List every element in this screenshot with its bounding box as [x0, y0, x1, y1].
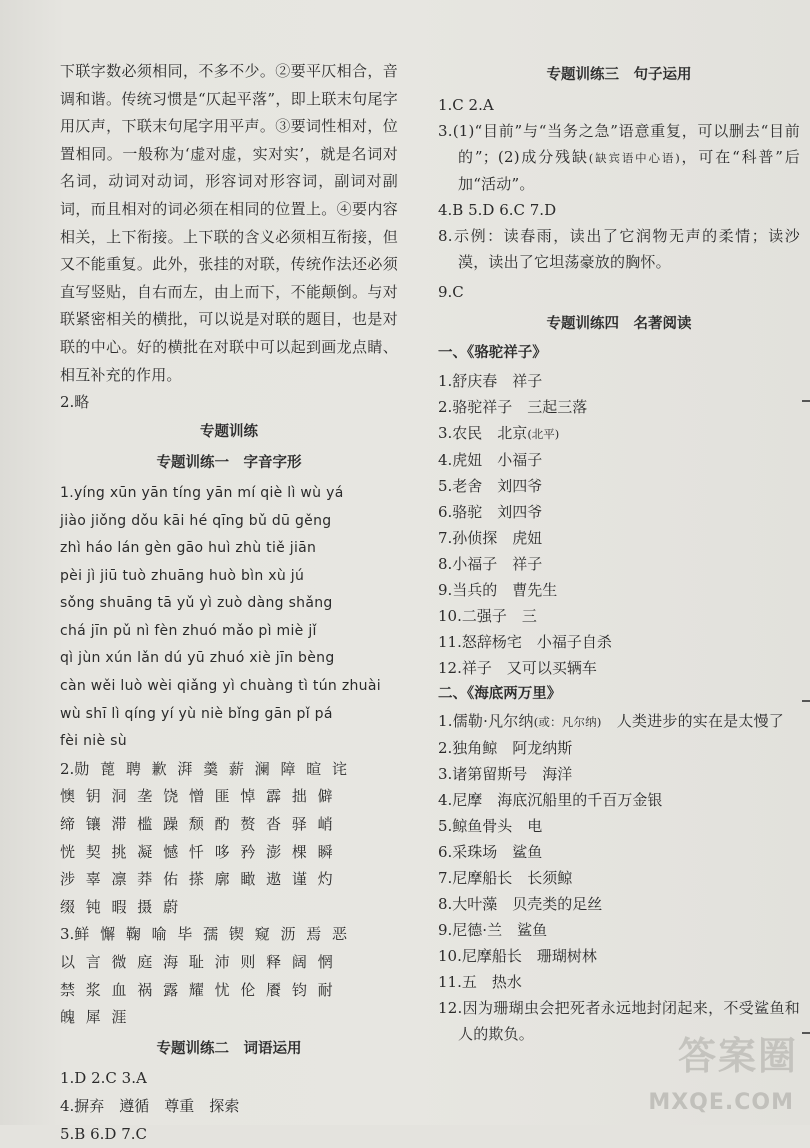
list-item: 10.二强子 三: [438, 606, 537, 625]
subsection-title: 一、《骆驼祥子》: [438, 345, 547, 362]
list-item: 7.尼摩船长 长须鲸: [438, 869, 573, 888]
list-item: 9.当兵的 曹先生: [438, 580, 558, 599]
answer-item: 1.C 2.A: [438, 95, 494, 114]
list-item: 11.怒辞杨宅 小福子自杀: [438, 632, 612, 651]
list-item: 5.鲸鱼骨头 电: [438, 817, 543, 836]
list-item: 12.祥子 又可以买辆车: [438, 658, 597, 677]
list-item: 2.独角鲸 阿龙纳斯: [438, 739, 573, 758]
list-item-note: (或：凡尔纳): [533, 715, 602, 730]
list-item-text: 1.儒勒·凡尔纳: [438, 712, 534, 731]
answer-item: 5.B 6.D 7.C: [60, 1124, 147, 1143]
pinyin-line: fèi niè sù: [60, 733, 127, 750]
watermark-url: MXQE.COM: [648, 1090, 794, 1115]
pinyin-line: chá jīn pǔ nì fèn zhuó mǎo pì miè jǐ: [60, 622, 317, 639]
list-item-note: (北平): [527, 426, 560, 441]
chars-line: 魄 犀 涯: [60, 1008, 127, 1027]
section-heading-4: 专题训练四 名著阅读: [546, 315, 692, 332]
pinyin-line: qì jùn xún lǎn dú yū zhuó xiè jīn bèng: [60, 650, 335, 667]
answer-text: 3.(1)“目前”与“当务之急”语意重复，可以删去“目前的”；(2)成分残缺: [438, 121, 800, 166]
pinyin-block: [60, 480, 398, 756]
list-item-text: 3.农民 北京: [438, 423, 528, 442]
chars-line: 缀 钝 暇 摄 蔚: [60, 897, 179, 916]
answer-item: 9.C: [438, 282, 464, 301]
list-item: 9.尼德·兰 鲨鱼: [438, 921, 548, 940]
page-edge-mark: [802, 1032, 810, 1034]
pinyin-line: pèi jì jiū tuò zhuāng huò bìn xù jú: [60, 567, 305, 584]
list-item: 5.老舍 刘四爷: [438, 476, 543, 495]
page-edge-mark: [802, 400, 810, 402]
chars-line: 缔 镶 滞 槛 躁 颓 酌 赘 沓 驿 峭: [60, 815, 333, 834]
chars-line: 恍 契 挑 凝 憾 忏 哆 矜 澎 棵 瞬: [60, 842, 333, 861]
list-item: [438, 708, 800, 735]
couplet-rules-paragraph: 下联字数必须相同，不多不少。②要平仄相合，音调和谐。传统习惯是“仄起平落”，即上联末句尾字用仄声，下联末句尾字用平声。③要词性相对，位置相同。一般称为‘虚对虚，实对实’，就是名词对名词，动词对动词，形容词对形容词，副词对副词，而且相对的词必须在相同的位置上。④要内容相关，上下衔接。上下联的含义必须相互衔接，但又不能重复。此外，张挂的对联，传统作法还必须直写竖贴，自右而左，由上而下，不能颠倒。与对联紧密相关的横批，可以说是对联的题目，也是对联的中心。好的横批在对联中可以起到画龙点睛、相互补充的作用。: [60, 62, 398, 384]
list-item: 6.骆驼 刘四爷: [438, 502, 543, 521]
pinyin-line: càn wěi luò wèi qiǎng yì chuàng tì tún zhuài: [60, 678, 381, 695]
answer-text: ，可在“科普”后加“活动”。: [458, 147, 800, 193]
watermark-logo: 答案圈: [677, 1034, 798, 1078]
list-item: 11.五 热水: [438, 973, 522, 992]
pinyin-line: 1.yíng xūn yān tíng yān mí qiè lì wù yá: [60, 484, 344, 501]
answer-item: 4.B 5.D 6.C 7.D: [438, 200, 557, 219]
page-edge-mark: [802, 700, 810, 702]
list-item: 2.骆驼祥子 三起三落: [438, 397, 588, 416]
list-item: 10.尼摩船长 珊瑚树林: [438, 947, 597, 966]
answer-item-8: 8.示例：读春雨，读出了它润物无声的柔情；读沙漠，读出了它坦荡豪放的胸怀。: [438, 226, 800, 271]
list-item: 3.诸第留斯号 海洋: [438, 765, 573, 784]
left-column: [60, 58, 398, 1148]
subsection-title: 二、《海底两万里》: [438, 685, 562, 702]
chars-line: 2.勋 蓖 聘 歉 湃 羹 薪 澜 障 暄 诧: [60, 759, 347, 778]
chars-line: 涉 辜 凛 莽 佑 搽 廓 瞰 遨 谨 灼: [60, 870, 333, 889]
answer-item: 2.略: [60, 393, 90, 412]
pinyin-line: jiào jiǒng dǒu kāi hé qīng bǔ dū gěng: [60, 512, 332, 529]
list-item: 12.因为珊瑚虫会把死者永远地封闭起来，不受鲨鱼和人的欺负。: [438, 999, 800, 1044]
chars-line: 以 言 微 庭 海 耻 沛 则 释 阔 惘: [60, 953, 333, 971]
chars-line: 3.鲜 懈 鞠 喻 毕 孺 锲 窥 沥 焉 恶: [60, 925, 347, 944]
list-item: 6.采珠场 鲨鱼: [438, 843, 543, 862]
pinyin-line: sǒng shuāng tā yǔ yì zuò dàng shǎng: [60, 595, 333, 612]
pinyin-line: wù shī lì qíng yí yù niè bǐng gān pǐ pá: [60, 705, 333, 722]
chars-line: 禁 浆 血 祸 露 耀 忧 伦 餍 钧 耐: [60, 980, 333, 999]
list-item: 1.舒庆春 祥子: [438, 371, 543, 390]
section-heading-main: 专题训练: [200, 423, 258, 440]
list-item: 4.尼摩 海底沉船里的千百万金银: [438, 791, 663, 810]
list-item: [438, 420, 800, 447]
section-heading-3: 专题训练三 句子运用: [546, 67, 692, 83]
answer-item-3: [438, 118, 800, 197]
list-item: 8.小福子 祥子: [438, 554, 543, 573]
chars-block-3: [60, 921, 398, 1031]
list-item-text: 人类进步的实在是太慢了: [601, 712, 784, 731]
list-item: 8.大叶藻 贝壳类的足丝: [438, 895, 603, 914]
chars-line: 懊 钥 洞 垄 饶 憎 匪 悼 霹 拙 僻: [60, 787, 333, 806]
answer-item: 4.摒弃 遵循 尊重 探索: [60, 1096, 240, 1115]
right-column: [438, 58, 800, 1047]
answer-item: 1.D 2.C 3.A: [60, 1069, 147, 1088]
answer-note: (缺宾语中心语): [588, 150, 680, 165]
pinyin-line: zhì háo lán gèn gāo huì zhù tiě jiān: [60, 540, 317, 557]
chars-block-2: [60, 756, 398, 922]
list-item: 4.虎妞 小福子: [438, 450, 543, 469]
list-item: 7.孙侦探 虎妞: [438, 528, 543, 547]
section-heading-1: 专题训练一 字音字形: [156, 455, 302, 472]
watermark: [648, 1025, 798, 1115]
section-heading-2: 专题训练二 词语运用: [156, 1040, 302, 1057]
